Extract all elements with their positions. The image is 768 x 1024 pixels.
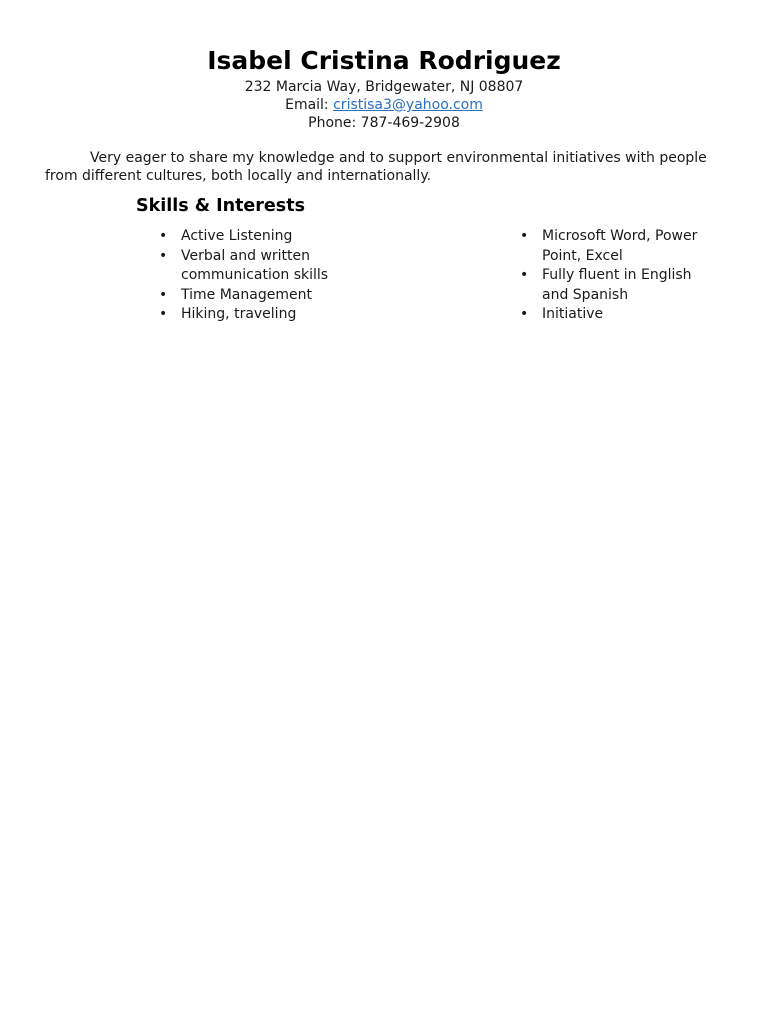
skill-item: [517, 305, 722, 325]
skill-item: [156, 227, 371, 247]
objective-paragraph: Very eager to share my knowledge and to support environmental initiatives with people from different cultures, both locally and internationally.: [45, 150, 707, 184]
skill-item: [156, 286, 371, 306]
skill-text: Verbal and written communication skills: [181, 247, 329, 283]
skills-heading: Skills & Interests: [136, 196, 306, 216]
email-link[interactable]: cristisa3@yahoo.com: [333, 97, 483, 113]
email-line: [0, 96, 768, 114]
bullet-icon: •: [520, 267, 529, 283]
bullet-icon: •: [159, 306, 168, 322]
address-line: 232 Marcia Way, Bridgewater, NJ 08807: [244, 79, 524, 95]
skill-item: [517, 266, 722, 305]
bullet-icon: •: [159, 247, 168, 264]
email-label: Email:: [285, 97, 334, 113]
bullet-icon: •: [520, 306, 529, 322]
skill-item: [517, 227, 722, 266]
skill-text: Time Management: [181, 286, 312, 303]
skill-text: Fully fluent in English and Spanish: [542, 267, 692, 303]
applicant-name: Isabel Cristina Rodriguez: [207, 46, 561, 75]
skill-item: [156, 247, 371, 286]
skill-text: Microsoft Word, Power Point, Excel: [542, 228, 698, 264]
bullet-icon: •: [520, 228, 529, 244]
skills-list-left: [156, 227, 371, 325]
skill-text: Hiking, traveling: [181, 306, 297, 322]
skill-text: Initiative: [542, 306, 604, 322]
phone-line: Phone: 787-469-2908: [308, 115, 460, 131]
skills-list-right: [517, 227, 722, 325]
skill-text: Active Listening: [181, 228, 293, 244]
skill-item: [156, 305, 371, 325]
bullet-icon: •: [159, 228, 168, 244]
resume-header: [0, 44, 768, 132]
bullet-icon: •: [159, 286, 168, 303]
